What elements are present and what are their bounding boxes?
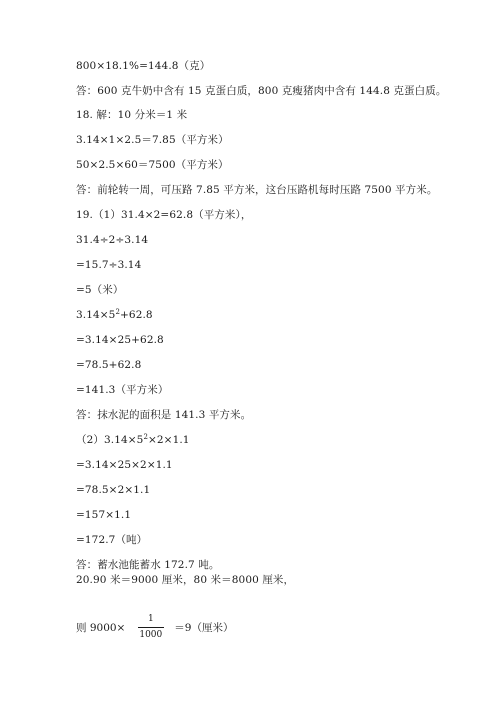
text-line-15: 答：抹水泥的面积是 141.3 平方米。 xyxy=(76,409,252,421)
fraction xyxy=(137,614,164,641)
text-line-1: 800×18.1%=144.8（克） xyxy=(76,60,211,72)
text-line-13: =78.5+62.8 xyxy=(76,359,142,371)
text-line-6: 答：前轮转一周，可压路 7.85 平方米，这台压路机每时压路 7500 平方米。 xyxy=(76,184,438,196)
text-line-9: =15.7÷3.14 xyxy=(76,259,142,271)
expression-part: ×2×1.1 xyxy=(148,434,190,446)
fraction-expression-line xyxy=(76,610,233,644)
fraction-suffix: ＝9（厘米） xyxy=(174,621,234,634)
superscript: 2 xyxy=(115,308,121,316)
superscript: 2 xyxy=(143,433,148,441)
expression-part: +62.8 xyxy=(120,309,153,321)
fraction-bar xyxy=(138,627,164,628)
text-line-3: 18. 解：10 分米＝1 米 xyxy=(76,109,188,121)
expression-part: （2）3.14×5 xyxy=(76,434,144,446)
text-line-12: =3.14×25+62.8 xyxy=(76,334,164,346)
text-line-11 xyxy=(76,308,153,322)
text-line-22: 20.90 米＝9000 厘米，80 米＝8000 厘米， xyxy=(76,574,295,586)
text-line-4: 3.14×1×2.5＝7.85（平方米） xyxy=(76,134,229,146)
text-line-21: 答：蓄水池能蓄水 172.7 吨。 xyxy=(76,559,220,571)
text-line-14: =141.3（平方米） xyxy=(76,384,169,396)
text-line-5: 50×2.5×60＝7500（平方米） xyxy=(76,159,229,171)
text-line-20: =172.7（吨） xyxy=(76,534,148,546)
text-line-19: =157×1.1 xyxy=(76,509,132,521)
text-line-2: 答：600 克牛奶中含有 15 克蛋白质，800 克瘦猪肉中含有 144.8 克蛋白质。 xyxy=(76,85,447,97)
text-line-8: 31.4÷2÷3.14 xyxy=(76,234,149,246)
fraction-prefix: 则 9000× xyxy=(76,621,126,634)
text-line-7: 19.（1）31.4×2=62.8（平方米）， xyxy=(76,209,252,221)
fraction-numerator: 1 xyxy=(147,613,154,624)
text-line-18: =78.5×2×1.1 xyxy=(76,484,151,496)
expression-part: 3.14×5 xyxy=(76,309,116,321)
text-line-10: =5（米） xyxy=(76,284,124,296)
fraction-denominator: 1000 xyxy=(139,629,163,640)
text-line-17: =3.14×25×2×1.1 xyxy=(76,459,173,471)
text-line-16 xyxy=(76,433,190,447)
